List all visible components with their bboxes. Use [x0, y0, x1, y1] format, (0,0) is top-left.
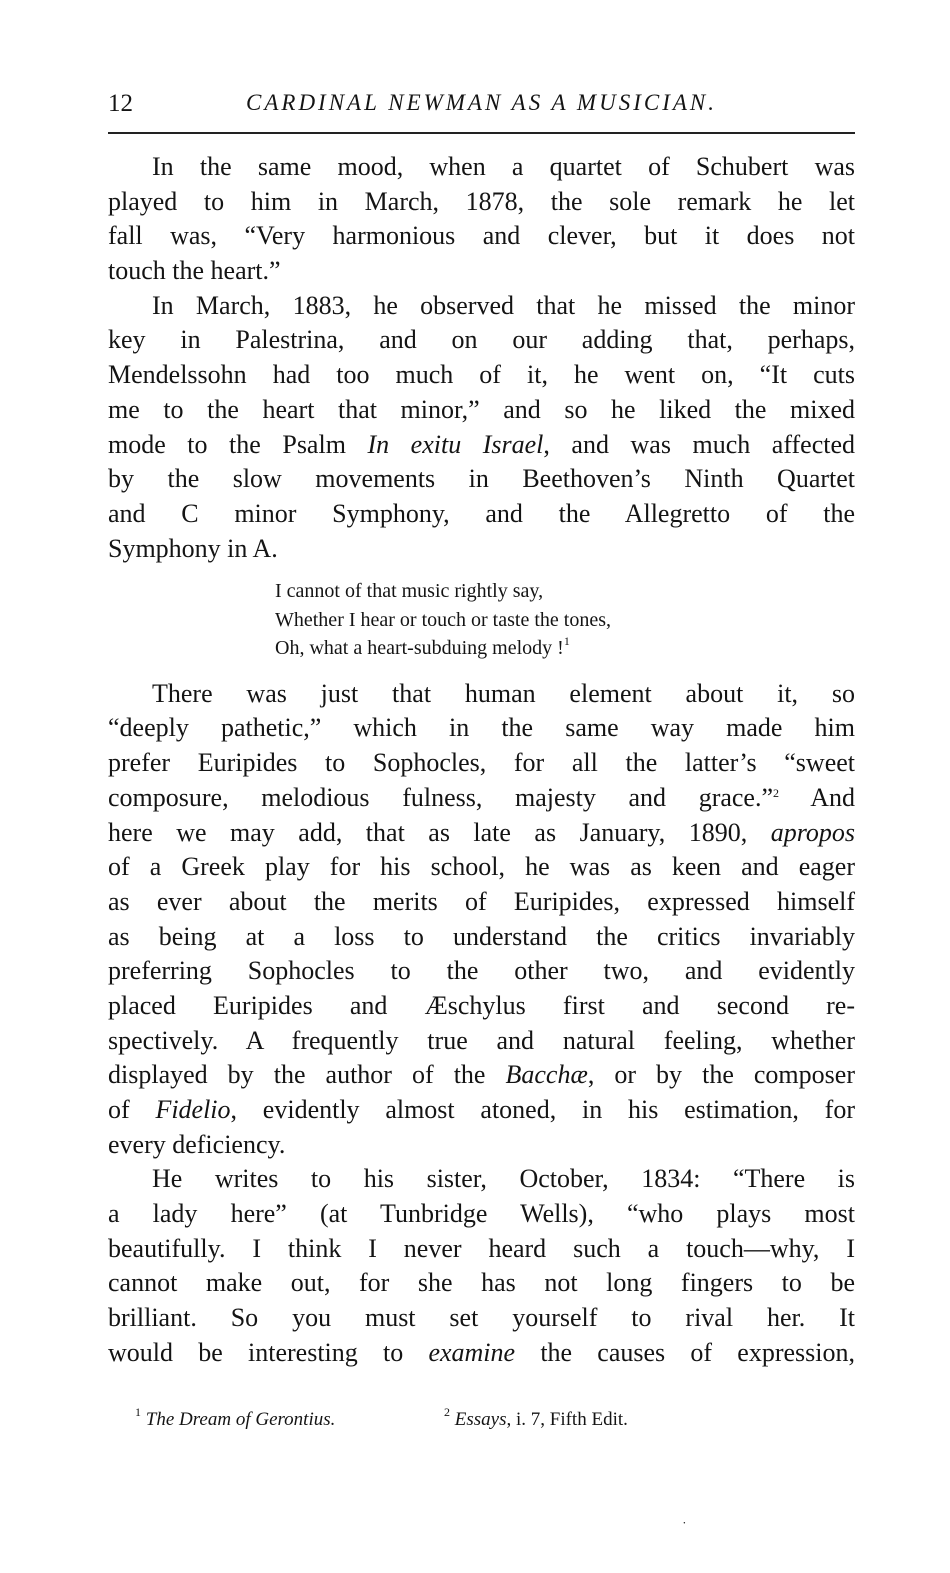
text-line: He writes to his sister, October, 1834: “There is [152, 1164, 855, 1194]
footnote-ref-2: 2 [773, 785, 780, 800]
italic-title: Bacchæ [505, 1060, 588, 1090]
page-header [108, 86, 855, 126]
footnote-marker: 1 [135, 1405, 141, 1419]
poem-line: I cannot of that music rightly say, [275, 580, 544, 603]
text-line [108, 1058, 855, 1093]
paragraph-2 [108, 289, 855, 567]
footnote-marker: 2 [444, 1405, 450, 1419]
italic-title: In exitu Israel [367, 429, 544, 459]
text-line: “deeply pathetic,” which in the same way made him [108, 713, 855, 743]
footnote-2 [444, 1405, 628, 1431]
text-line: as being at a loss to understand the critics invariably [108, 921, 855, 951]
text-line: prefer Euripides to Sophocles, for all the latter’s “sweet [108, 748, 855, 778]
text-line: Symphony in A. [108, 533, 278, 563]
text-fragment: mode to the Psalm [108, 429, 368, 459]
running-head: CARDINAL NEWMAN AS A MUSICIAN. [246, 90, 717, 115]
text-line: a lady here” (at Tunbridge Wells), “who plays most [108, 1199, 855, 1229]
text-fragment: , and was much affected [543, 429, 856, 459]
text-line: There was just that human element about it, so [152, 678, 855, 708]
poem-line: Whether I hear or touch or taste the tones, [275, 608, 611, 631]
italic-word: apropos [770, 817, 855, 847]
text-line: cannot make out, for she has not long fingers to be [108, 1268, 855, 1298]
text-fragment: of [108, 1095, 156, 1124]
stray-mark: ˙ [682, 1520, 687, 1535]
text-fragment: composure, melodious fulness, majesty and grace.” [108, 782, 774, 812]
text-line: of a Greek play for his school, he was as keen and eager [108, 852, 855, 882]
text-fragment: would be interesting to [108, 1337, 429, 1367]
text-fragment: the causes of expression, [515, 1337, 855, 1367]
poem-line [275, 634, 855, 663]
paragraph-1 [108, 150, 855, 289]
footnotes [108, 1405, 855, 1439]
text-line: fall was, “Very harmonious and clever, but it does not [108, 221, 855, 251]
paragraph-3 [108, 677, 855, 1163]
text-fragment: , evidently almost atoned, in his estimation, for [230, 1095, 855, 1124]
text-line: preferring Sophocles to the other two, and evidently [108, 956, 855, 986]
text-line: played to him in March, 1878, the sole remark he let [108, 186, 855, 216]
footnote-text: , i. 7, Fifth Edit. [506, 1409, 628, 1430]
text-fragment: displayed by the author of the [108, 1060, 506, 1090]
text-line: key in Palestrina, and on our adding that, perhaps, [108, 325, 855, 355]
body-text [108, 150, 855, 1371]
text-line: placed Euripides and Æschylus first and second re- [108, 990, 855, 1020]
text-line: me to the heart that minor,” and so he liked the mixed [108, 394, 855, 424]
text-line: brilliant. So you must set yourself to rival her. It [108, 1303, 855, 1333]
text-line [108, 1093, 855, 1128]
paragraph-4 [108, 1162, 855, 1370]
italic-word: examine [428, 1337, 516, 1367]
text-line: touch the heart.” [108, 256, 281, 286]
text-line: In the same mood, when a quartet of Schubert was [152, 152, 855, 181]
footnote-1 [135, 1405, 336, 1431]
page-number: 12 [108, 90, 133, 117]
footnote-title: Essays [454, 1409, 507, 1430]
text-line: by the slow movements in Beethoven’s Ninth Quartet [108, 464, 855, 494]
poem-quote [275, 577, 855, 663]
text-line: every deficiency. [108, 1129, 286, 1159]
text-fragment: Oh, what a heart-subduing melody ! [275, 637, 564, 660]
text-fragment: , or by the composer [587, 1060, 855, 1090]
text-line: In March, 1883, he observed that he missed the minor [152, 290, 855, 320]
text-line: beautifully. I think I never heard such a touch—why, I [108, 1233, 855, 1263]
italic-title: Fidelio [155, 1095, 231, 1124]
text-line: and C minor Symphony, and the Allegretto of the [108, 498, 855, 528]
footnote-title: The Dream of Gerontius. [145, 1409, 336, 1430]
text-line: spectively. A frequently true and natural feeling, whether [108, 1025, 855, 1055]
text-line [108, 428, 855, 463]
text-fragment: here we may add, that as late as January, 1890, [108, 817, 771, 847]
text-line [108, 1336, 855, 1371]
header-rule [108, 132, 855, 134]
text-line [108, 781, 855, 816]
text-line [108, 816, 855, 851]
text-line: as ever about the merits of Euripides, expressed himself [108, 886, 855, 916]
text-fragment: And [779, 782, 856, 812]
text-line: Mendelssohn had too much of it, he went on, “It cuts [108, 360, 855, 390]
footnote-ref-1: 1 [563, 634, 570, 649]
